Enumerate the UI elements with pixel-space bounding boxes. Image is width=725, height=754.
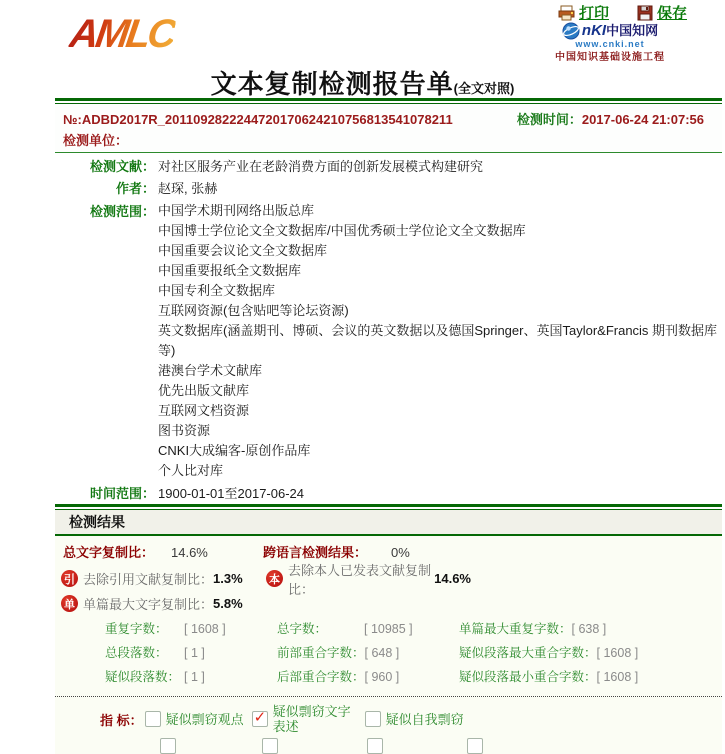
stats-grid: [55, 619, 722, 691]
scope-item: 中国博士学位论文全文数据库/中国优秀硕士学位论文全文数据库: [158, 223, 526, 238]
stat-value: [ 10985 ]: [364, 622, 413, 636]
scope-item: 互联网文档资源: [158, 403, 250, 418]
stat-label: 单篇最大重复字数：: [459, 622, 572, 636]
report-serial: №:ADBD2017R_2011092822244720170624210756813541078211: [63, 112, 453, 127]
result-section-title: 检测结果: [55, 510, 722, 536]
stat-value: [ 1608 ]: [184, 622, 226, 636]
detect-unit-label: 检测单位：: [63, 133, 129, 148]
scope-item: 图书资源: [158, 423, 211, 438]
print-label: 打印: [578, 5, 609, 22]
printer-icon: [558, 5, 575, 21]
stat-label: 疑似段落数：: [105, 670, 181, 684]
checkbox-partial[interactable]: [262, 738, 278, 754]
cnki-logo: [535, 22, 685, 63]
indicator-label: 疑似剽窃观点: [165, 711, 244, 727]
checkbox-plagiarized-viewpoint[interactable]: [145, 711, 161, 727]
stat-label: 疑似段落最小重合字数：: [459, 670, 597, 684]
partial-checkbox-row: [55, 738, 722, 754]
checkbox-partial[interactable]: [467, 738, 483, 754]
checkbox-self-plagiarism[interactable]: [365, 711, 381, 727]
scope-item: 英文数据库(涵盖期刊、博硕、会议的英文数据以及德国Springer、英国Taylor&Francis 期刊数据库等): [158, 323, 718, 358]
time-range-label: 时间范围：: [89, 486, 155, 501]
stat-value: [ 1608 ]: [596, 670, 639, 684]
amlc-logo: AMLC: [66, 12, 177, 56]
scope-item: 优先出版文献库: [158, 383, 250, 398]
save-button[interactable]: [637, 2, 687, 23]
stat-value: [ 648 ]: [364, 646, 400, 660]
single-max-value: 5.8%: [213, 596, 243, 611]
report-title-main: 文本复制检测报告单: [210, 69, 454, 99]
scope-item: 中国学术期刊网络出版总库: [158, 203, 315, 218]
scope-item: CNKI大成编客-原创作品库: [158, 443, 311, 458]
single-max-label: 单篇最大文字复制比：: [83, 597, 214, 612]
exclude-self-label: 去除本人已发表文献复制比：: [288, 562, 432, 597]
quote-badge-icon: 引: [61, 570, 78, 587]
cnki-subtitle: 中国知识基础设施工程: [555, 51, 665, 63]
scope-item: 中国重要报纸全文数据库: [158, 263, 302, 278]
scope-list: [155, 201, 722, 481]
cross-lang-value: 0%: [391, 545, 410, 560]
indicator-title: 指 标：: [100, 712, 143, 728]
author-value: 赵琛, 张赫: [158, 181, 218, 196]
stat-label: 重复字数：: [105, 622, 168, 636]
total-ratio-value: 14.6%: [171, 545, 208, 560]
stat-value: [ 1608 ]: [596, 646, 639, 660]
cross-lang-label: 跨语言检测结果：: [263, 545, 368, 560]
stat-label: 总段落数：: [105, 646, 168, 660]
stat-value: [ 960 ]: [364, 670, 400, 684]
total-ratio-label: 总文字复制比：: [63, 545, 155, 560]
author-label: 作者：: [115, 181, 155, 196]
stat-label: 后部重合字数：: [277, 670, 365, 684]
floppy-icon: [637, 5, 653, 21]
checkbox-partial[interactable]: [367, 738, 383, 754]
report-meta: [55, 104, 722, 152]
single-badge-icon: 单: [61, 595, 78, 612]
exclude-quote-value: 1.3%: [213, 571, 243, 586]
scope-item: 中国专利全文数据库: [158, 283, 276, 298]
detect-time: 检测时间：2017-06-24 21:07:56: [516, 112, 704, 127]
doc-title-value: 对社区服务产业在老龄消费方面的创新发展模式构建研究: [158, 159, 484, 174]
result-body: [55, 536, 722, 754]
indicator-label: 疑似自我剽窃: [385, 711, 464, 727]
stat-value: [ 638 ]: [571, 622, 607, 636]
scope-item: 中国重要会议论文全文数据库: [158, 243, 328, 258]
stat-label: 前部重合字数：: [277, 646, 365, 660]
checkbox-plagiarized-text[interactable]: [252, 711, 268, 727]
stat-value: [ 1 ]: [184, 670, 205, 684]
save-label: 保存: [656, 5, 687, 22]
time-range-value: 1900-01-01至2017-06-24: [158, 486, 304, 501]
doc-title-label: 检测文献：: [89, 159, 155, 174]
print-button[interactable]: [558, 2, 609, 23]
indicator-row: [55, 697, 722, 738]
globe-icon: [562, 22, 580, 40]
top-bar: [0, 0, 725, 62]
stat-label: 总字数：: [277, 622, 328, 636]
scope-label: 检测范围：: [89, 204, 155, 219]
indicator-label: 疑似剽窃文字表述: [272, 704, 351, 734]
top-actions: [558, 2, 687, 23]
report-title-suffix: (全文对照): [453, 81, 515, 96]
report-title: [0, 64, 725, 98]
exclude-self-value: 14.6%: [434, 571, 471, 586]
cnki-url: www.cnki.net: [575, 39, 645, 49]
stat-label: 疑似段落最大重合字数：: [459, 646, 597, 660]
checkbox-partial[interactable]: [160, 738, 176, 754]
scope-item: 个人比对库: [158, 463, 224, 478]
badge-row-1: [55, 562, 722, 597]
scope-item: 互联网资源(包含贴吧等论坛资源): [158, 303, 349, 318]
scope-item: 港澳台学术文献库: [158, 363, 263, 378]
exclude-quote-label: 去除引用文献复制比：: [83, 572, 214, 587]
self-badge-icon: 本: [266, 570, 283, 587]
stat-value: [ 1 ]: [184, 646, 205, 660]
cnki-brand: nKI中国知网: [581, 21, 659, 39]
document-info: [55, 153, 722, 504]
